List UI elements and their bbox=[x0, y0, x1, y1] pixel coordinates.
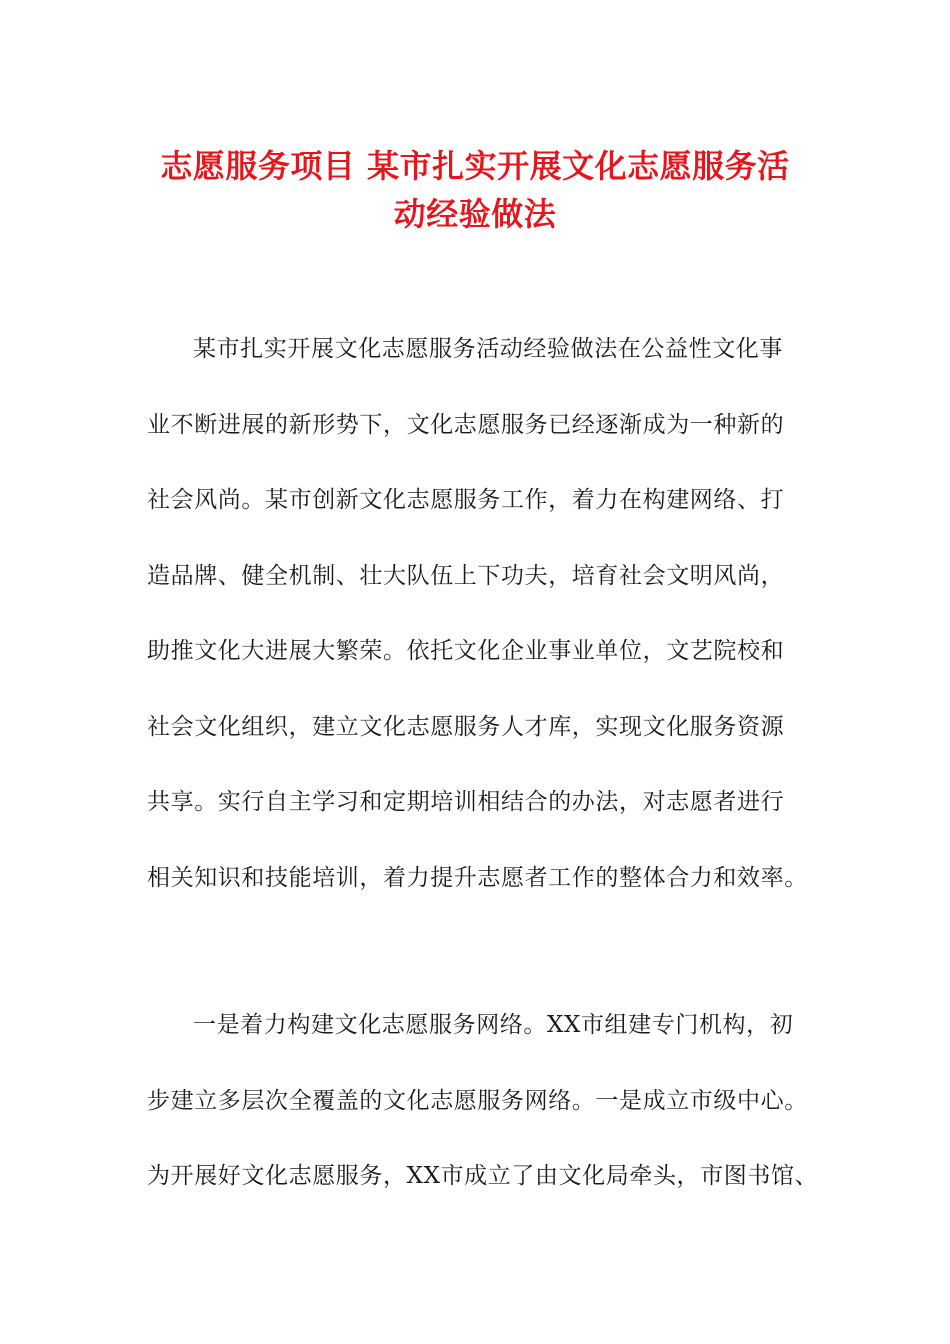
body-paragraph bbox=[147, 1010, 817, 1237]
paragraph-line: 一是着力构建文化志愿服务网络。XX市组建专门机构，初 bbox=[193, 1012, 794, 1038]
paragraph-line: 步建立多层次全覆盖的文化志愿服务网络。一是成立市级中心。 bbox=[147, 1087, 808, 1114]
paragraph-line: 相关知识和技能培训，着力提升志愿者工作的整体合力和效率。 bbox=[147, 864, 808, 891]
paragraph-line: 为开展好文化志愿服务，XX市成立了由文化局牵头，市图书馆、 bbox=[147, 1163, 819, 1189]
title-line: 动经验做法 bbox=[393, 195, 557, 233]
paragraph-line: 助推文化大进展大繁荣。依托文化企业事业单位，文艺院校和 bbox=[147, 638, 785, 664]
document-title bbox=[120, 142, 830, 238]
paragraph-line: 造品牌、健全机制、壮大队伍上下功夫，培育社会文明风尚， bbox=[147, 562, 785, 589]
title-line: 志愿服务项目 某市扎实开展文化志愿服务活 bbox=[160, 147, 790, 185]
paragraph-line: 业不断进展的新形势下，文化志愿服务已经逐渐成为一种新的 bbox=[147, 411, 785, 438]
paragraph-line: 社会文化组织，建立文化志愿服务人才库，实现文化服务资源 bbox=[147, 713, 785, 740]
body-paragraph bbox=[147, 334, 817, 938]
paragraph-line: 社会风尚。某市创新文化志愿服务工作，着力在构建网络、打 bbox=[147, 487, 785, 513]
paragraph-line: 某市扎实开展文化志愿服务活动经验做法在公益性文化事 bbox=[193, 336, 783, 362]
paragraph-line: 共享。实行自主学习和定期培训相结合的办法，对志愿者进行 bbox=[147, 789, 785, 815]
